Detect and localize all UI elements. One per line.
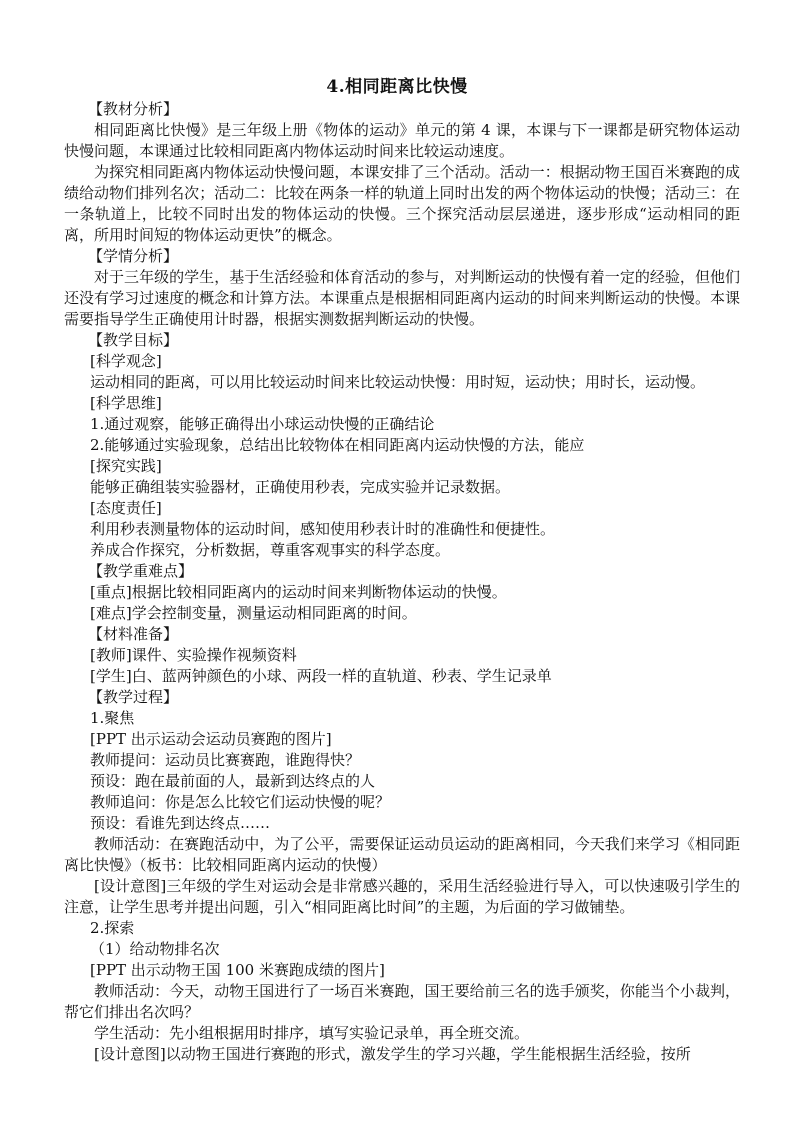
list-item: 1.通过观察，能够正确得出小球运动快慢的正确结论 — [90, 415, 435, 433]
paragraph: 相同距离比快慢》是三年级上册《物体的运动》单元的第 4 课，本课与下一课都是研究物体运动快慢问题，本课通过比较相同距离内物体运动时间来比较运动速度。 — [64, 121, 740, 160]
list-item: 2.能够通过实验现象，总结出比较物体在相同距离内运动快慢的方法，能应 — [90, 436, 585, 454]
paragraph: 教师活动：今天，动物王国进行了一场百米赛跑，国王要给前三名的选手颁奖，你能当个小裁判，帮它们排出名次吗？ — [64, 982, 740, 1021]
subheading: （1）给动物排名次 — [90, 940, 220, 958]
paragraph: 运动相同的距离，可以用比较运动时间来比较运动快慢：用时短，运动快；用时长，运动慢。 — [90, 373, 706, 391]
subheading: [科学观念] — [90, 352, 162, 370]
paragraph: [设计意图]三年级的学生对运动会是非常感兴趣的，采用生活经验进行导入，可以快速吸引学生的注意，让学生思考并提出问题，引入“相同距离比时间”的主题，为后面的学习做铺垫。 — [64, 877, 740, 916]
paragraph: 预设：看谁先到达终点…… — [90, 814, 271, 832]
paragraph: [PPT 出示动物王国 100 米赛跑成绩的图片] — [90, 961, 385, 979]
paragraph: 学生活动：先小组根据用时排序，填写实验记录单，再全班交流。 — [94, 1024, 530, 1042]
paragraph: [重点]根据比较相同距离内的运动时间来判断物体运动的快慢。 — [90, 583, 507, 601]
paragraph: 利用秒表测量物体的运动时间，感知使用秒表计时的准确性和便捷性。 — [90, 520, 556, 538]
paragraph: 教师追问：你是怎么比较它们运动快慢的呢？ — [90, 793, 391, 811]
paragraph: 教师活动：在赛跑活动中，为了公平，需要保证运动员运动的距离相同，今天我们来学习《相同距离比快慢》（板书：比较相同距离内运动的快慢） — [64, 835, 740, 874]
paragraph: 能够正确组装实验器材，正确使用秒表，完成实验并记录数据。 — [90, 478, 511, 496]
document-body — [64, 99, 740, 1065]
subheading: 2.探索 — [90, 919, 135, 937]
section-heading: 【教材分析】 — [88, 100, 179, 118]
paragraph: [难点]学会控制变量，测量运动相同距离的时间。 — [90, 604, 417, 622]
paragraph: [学生]白、蓝两钟颜色的小球、两段一样的直轨道、秒表、学生记录单 — [90, 667, 552, 685]
paragraph: 预设：跑在最前面的人，最新到达终点的人 — [90, 772, 376, 790]
paragraph: 对于三年级的学生，基于生活经验和体育活动的参与，对判断运动的快慢有着一定的经验，但他们还没有学习过速度的概念和计算方法。本课重点是根据相同距离内运动的时间来判断运动的快慢。本课需要指导学生正确使用计时器，根据实测数据判断运动的快慢。 — [64, 268, 740, 328]
paragraph: [设计意图]以动物王国进行赛跑的形式，激发学生的学习兴趣，学生能根据生活经验，按所 — [94, 1045, 691, 1063]
subheading: [探究实践] — [90, 457, 162, 475]
section-heading: 【材料准备】 — [88, 625, 179, 643]
subheading: 1.聚焦 — [90, 709, 135, 727]
paragraph: [PPT 出示运动会运动员赛跑的图片] — [90, 730, 332, 748]
subheading: [科学思维] — [90, 394, 162, 412]
section-heading: 【学情分析】 — [88, 247, 179, 265]
paragraph: 教师提问：运动员比赛赛跑，谁跑得快？ — [90, 751, 361, 769]
paragraph: 为探究相同距离内物体运动快慢问题，本课安排了三个活动。活动一：根据动物王国百米赛跑的成绩给动物们排列名次；活动二：比较在两条一样的轨道上同时出发的两个物体运动的快慢；活动三：在一条轨道上，比较不同时出发的物体运动的快慢。三个探究活动层层递进，逐步形成“运动相同的距离，所用时间短的物体运动更快”的概念。 — [64, 163, 740, 244]
subheading: [态度责任] — [90, 499, 162, 517]
paragraph: 养成合作探究，分析数据，尊重客观事实的科学态度。 — [90, 541, 451, 559]
document-title: 4.相同距离比快慢 — [326, 77, 468, 97]
section-heading: 【教学目标】 — [88, 331, 179, 349]
section-heading: 【教学过程】 — [88, 688, 179, 706]
section-heading: 【教学重难点】 — [88, 562, 194, 580]
paragraph: [教师]课件、实验操作视频资料 — [90, 646, 297, 664]
